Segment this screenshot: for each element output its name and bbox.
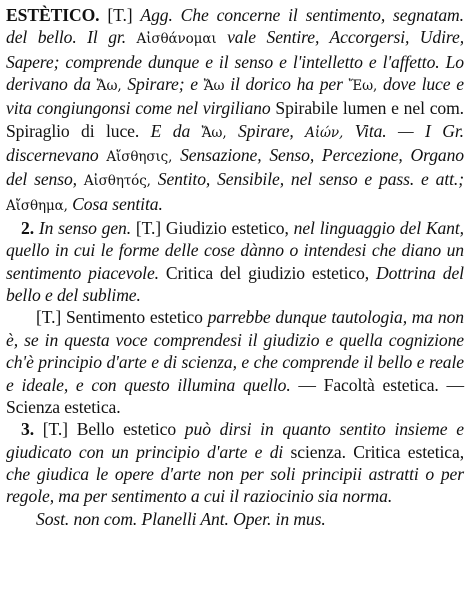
- definition-text: Vita. — I Gr. discernevano: [6, 120, 464, 166]
- greek-word: Αἰσθάνομαι: [136, 31, 217, 48]
- quoted-phrase: Spirabile lumen e nel com. Spiraglio di luce.: [6, 98, 464, 141]
- greek-word: Ἄω: [203, 78, 225, 95]
- definition-text: E da: [150, 120, 191, 141]
- example-phrase: Critica del giudizio estetico,: [165, 262, 370, 283]
- headword: ESTÈTICO.: [6, 5, 100, 25]
- definition-text: il dorico ha per: [230, 74, 343, 95]
- entry-paragraph: [6, 4, 464, 217]
- greek-word: Αἴσθημα,: [6, 197, 68, 214]
- definition-text: Spirare; e: [127, 74, 198, 95]
- example-phrase: Bello estetico: [76, 419, 177, 440]
- example-phrase: Giudizio estetico,: [165, 218, 289, 239]
- definition-text: Cosa sentita.: [72, 193, 163, 214]
- definition-text: Agg. Che concerne il sentimento, segnatam. del bello. Il gr.: [6, 5, 464, 48]
- definition-text: Spirare,: [237, 120, 294, 141]
- definition-text: nel linguaggio del Kant, quello in cui le forme delle cose dànno o intendesi che diano un sentimento piacevole.: [6, 218, 464, 283]
- greek-word: Ἔω,: [348, 78, 378, 95]
- greek-word: Αἰών,: [305, 124, 344, 141]
- greek-word: Αἰσθητός,: [83, 173, 151, 190]
- definition-text: parrebbe dunque tautologia, ma non è, se in questa voce comprendesi il giudizio e quella cognizione ch'è principio d'arte e di scienza, e che comprende il bello e reale e ideale, e con questo illumina quello.: [6, 307, 464, 395]
- tag-label: [T.]: [107, 5, 133, 25]
- definition-text: Sensazione, Senso, Percezione, Organo del senso,: [6, 145, 464, 190]
- definition-text: dove luce e vita congiungonsi come nel virgiliano: [6, 74, 464, 119]
- definition-text: Sost. non com. Planelli Ant. Oper. in mus.: [36, 508, 326, 529]
- tag-label: [T.]: [135, 218, 162, 239]
- definition-text: vale Sentire, Accorgersi, Udire, Sapere; comprende dunque e il senso e l'intelletto e l'affetto. Lo derivano da: [6, 27, 465, 95]
- definition-text: che giudica le opere d'arte non per soli principii astratti o per regole, ma per sentimento a cui il raziocinio sia norma.: [6, 463, 464, 507]
- note-paragraph: [6, 306, 464, 418]
- sense-label: In senso gen.: [38, 218, 132, 239]
- definition-text: Sentito, Sensibile, nel senso e pass. e att.;: [157, 169, 464, 190]
- greek-word: Αἴσθησις,: [106, 149, 173, 166]
- greek-word: Ἄω,: [96, 78, 122, 95]
- tag-label: [T.]: [42, 419, 68, 440]
- example-phrase: — Facoltà estetica. — Scienza estetica.: [6, 374, 464, 417]
- definition-text: Dottrina del bello e del sublime.: [6, 262, 464, 306]
- sense-3-paragraph: [6, 418, 464, 507]
- sense-2-paragraph: [6, 217, 464, 306]
- example-phrase: Sentimento estetico: [65, 307, 203, 328]
- sense-number: 3.: [21, 419, 34, 440]
- sense-number: 2.: [21, 218, 34, 239]
- sost-paragraph: [6, 508, 464, 530]
- example-phrase: scienza. Critica estetica,: [290, 441, 464, 462]
- tag-label: [T.]: [36, 307, 62, 328]
- greek-word: Ἄω,: [201, 124, 227, 141]
- definition-text: può dirsi in quanto sentito insieme e giudicato con un principio d'arte e di: [6, 419, 464, 462]
